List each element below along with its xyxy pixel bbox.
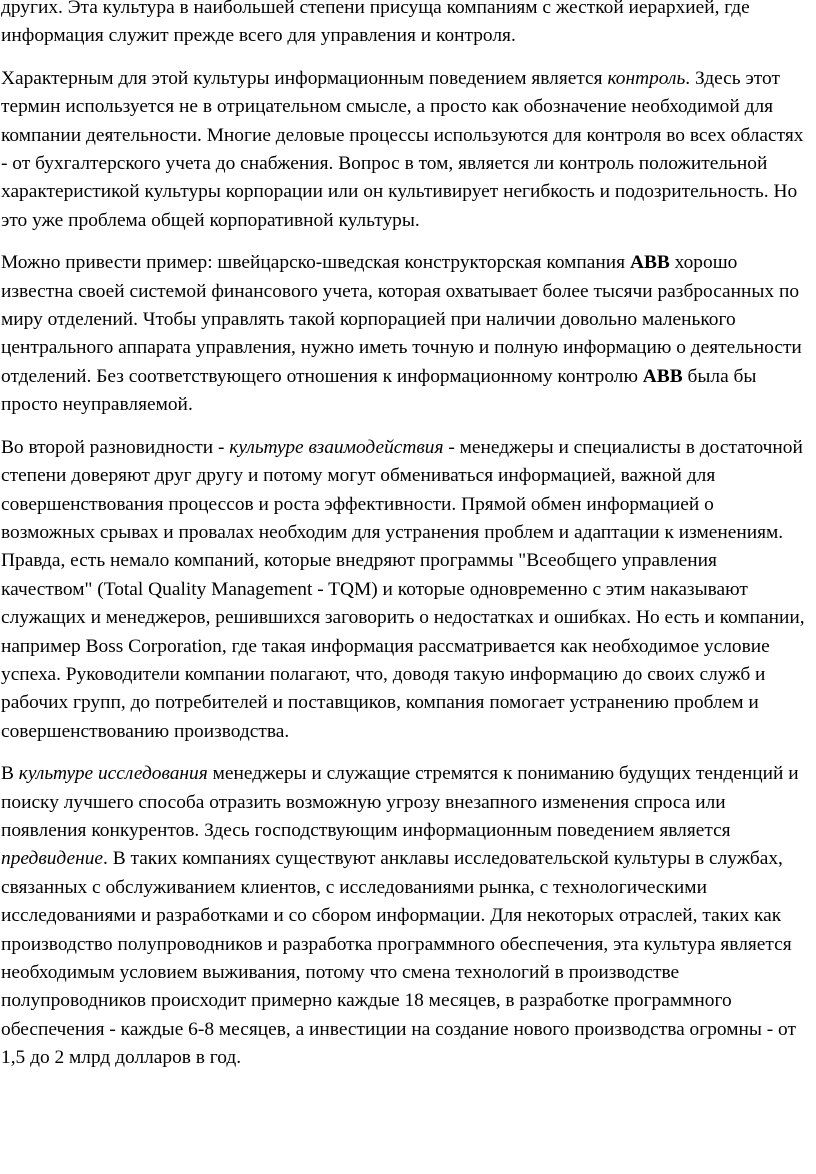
text-segment: менеджеры и служащие стремятся к пониманию будущих тенденций и поиску лучшего способа отразить возможную угрозу внезапного изменения спроса или появления конкурентов. Здесь господствующим информационным поведением является bbox=[1, 763, 799, 841]
text-segment: Можно привести пример: швейцарско-шведская конструкторская компания bbox=[1, 252, 630, 274]
emphasis-foresight: предвидение bbox=[1, 848, 104, 870]
text-segment: была бы просто неуправляемой. bbox=[1, 365, 757, 416]
paragraph-research-culture bbox=[1, 760, 812, 1072]
paragraph-hierarchy-culture bbox=[1, 0, 812, 51]
paragraph-abb-example bbox=[1, 249, 812, 419]
emphasis-interaction-culture: культуре взаимодействия bbox=[229, 436, 444, 458]
paragraph-interaction-culture bbox=[1, 434, 812, 746]
text-segment: хорошо известна своей системой финансового учета, которая охватывает более тысячи разбросанных по миру отделений. Чтобы управлять такой корпорацией при наличии довольно маленького центрального аппарата управления, нужно иметь точную и полную информацию о деятельности отделений. Без соответствующего отношения к информационному контролю bbox=[1, 252, 802, 387]
emphasis-control: контроль bbox=[607, 67, 686, 89]
text-segment: В bbox=[1, 763, 19, 785]
emphasis-research-culture: культуре исследования bbox=[18, 763, 208, 785]
paragraph-control-behavior bbox=[1, 65, 812, 235]
text-segment: Во второй разновидности - bbox=[1, 436, 230, 458]
text-segment: других. Эта культура в наибольшей степени присуща компаниям с жесткой иерархией, где информация служит прежде всего для управления и контроля. bbox=[1, 0, 750, 47]
text-segment: . Здесь этот термин используется не в отрицательном смысле, а просто как обозначение необходимой для компании деятельности. Многие деловые процессы используются для контроля во всех областях - от бухгалтерского учета до снабжения. Вопрос в том, является ли контроль положительной характеристикой культуры корпорации или он культивирует негибкость и подозрительность. Но это уже проблема общей корпоративной культуры. bbox=[1, 67, 804, 231]
company-name-abb: ABB bbox=[629, 252, 670, 274]
text-segment: . В таких компаниях существуют анклавы исследовательской культуры в службах, связанных с обслуживанием клиентов, с исследованиями рынка, с технологическими исследованиями и разработками и со сбором информации. Для некоторых отраслей, таких как производство полупроводников и разработка программного обеспечения, эта культура является необходимым условием выживания, потому что смена технологий в производстве полупроводников происходит примерно каждые 18 месяцев, в разработке программного обеспечения - каждые 6-8 месяцев, а инвестиции на создание нового производства огромны - от 1,5 до 2 млрд долларов в год. bbox=[1, 848, 796, 1069]
text-segment: - менеджеры и специалисты в достаточной степени доверяют друг другу и потому могут обмениваться информацией, важной для совершенствования процессов и роста эффективности. Прямой обмен информацией о возможных срывах и провалах необходим для устранения проблем и адаптации к изменениям. Правда, есть немало компаний, которые внедряют программы "Всеобщего управления качеством" (Total Quality Management - TQM) и которые одновременно с этим наказывают служащих и менеджеров, решившихся заговорить о недостатках и ошибках. Но есть и компании, например Boss Corporation, где такая информация рассматривается как необходимое условие успеха. Руководители компании полагают, что, доводя такую информацию до своих служб и рабочих групп, до потребителей и поставщиков, компания помогает устранению проблем и совершенствованию производства. bbox=[1, 436, 805, 742]
company-name-abb: ABB bbox=[642, 365, 683, 387]
text-segment: Характерным для этой культуры информационным поведением является bbox=[1, 67, 608, 89]
